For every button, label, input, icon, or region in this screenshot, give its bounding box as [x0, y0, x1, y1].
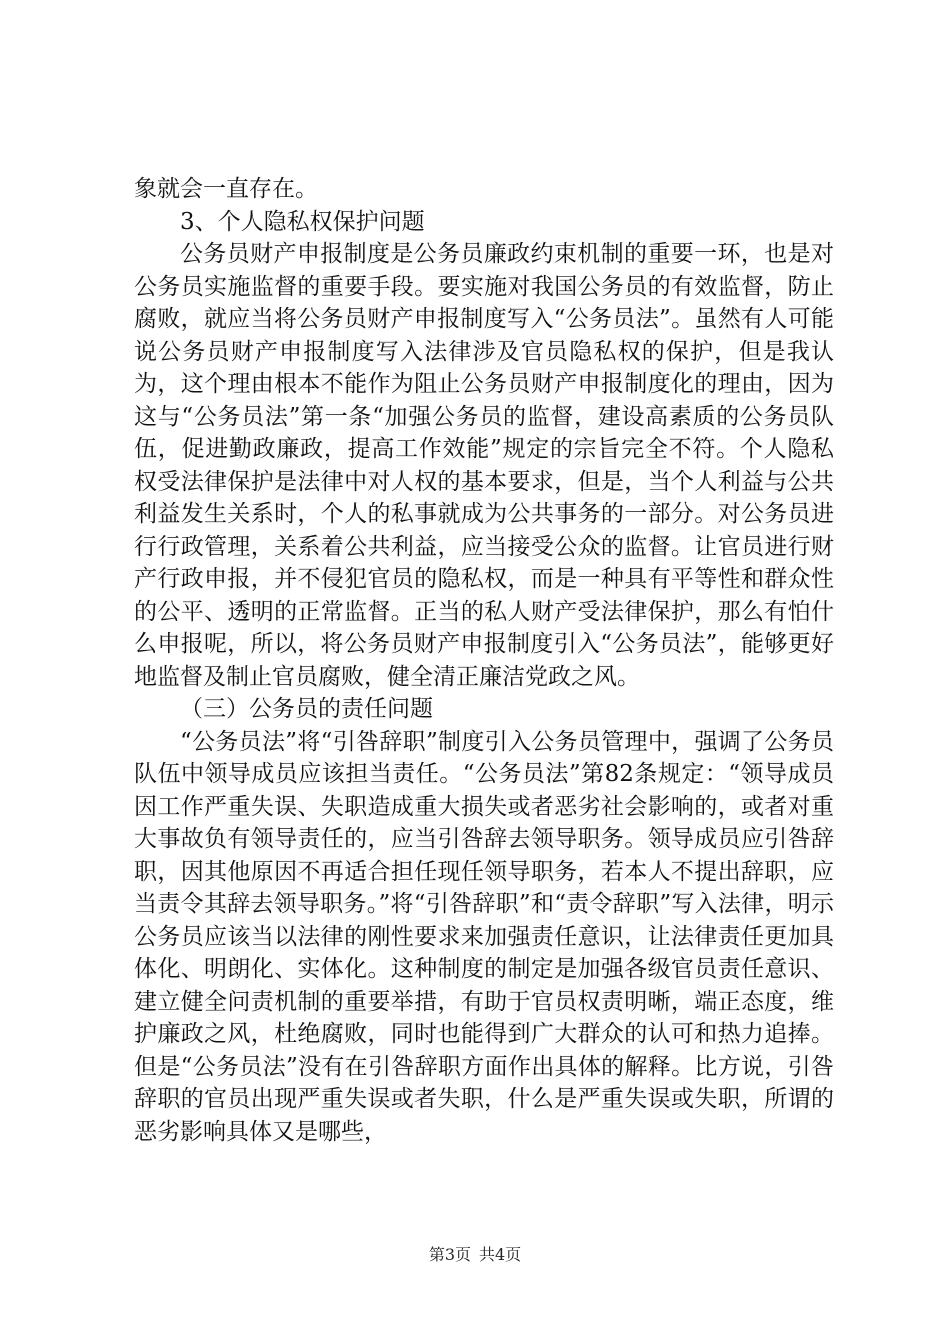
- section-heading-responsibility: （三）公务员的责任问题: [180, 696, 433, 722]
- paragraph-privacy: 公务员财产申报制度是公务员廉政约束机制的重要一环，也是对公务员实施监督的重要手段。要实施对我国公务员的有效监督，防止腐败，就应当将公务员财产申报制度写入“公务员法”。虽然有人可能说公务员财产申报制度写入法律涉及官员隐私权的保护，但是我认为，这个理由根本不能作为阻止公务员财产申报制度化的理由，因为这与“公务员法”第一条“加强公务员的监督，建设高素质的公务员队伍，促进勤政廉政，提高工作效能”规定的宗旨完全不符。个人隐私权受法律保护是法律中对人权的基本要求，但是，当个人利益与公共利益发生关系时，个人的私事就成为公共事务的一部分。对公务员进行行政管理，关系着公共利益，应当接受公众的监督。让官员进行财产行政申报，并不侵犯官员的隐私权，而是一种具有平等性和群众性的公平、透明的正常监督。正当的私人财产受法律保护，那么有怕什么申报呢，所以，将公务员财产申报制度引入“公务员法”，能够更好地监督及制止官员腐败，健全清正廉洁党政之风。: [134, 241, 834, 690]
- page-number: 第3页: [428, 1245, 471, 1264]
- paragraph-responsibility: “公务员法”将“引咎辞职”制度引入公务员管理中，强调了公务员队伍中领导成员应该担当责任。“公务员法”第82条规定：“领导成员因工作严重失误、失职造成重大损失或者恶劣社会影响的，或者对重大事故负有领导责任的，应当引咎辞去领导职务。领导成员应引咎辞职，因其他原因不再适合担任现任领导职务，若本人不提出辞职，应当责令其辞去领导职务。”将“引咎辞职”和“责令辞职”写入法律，明示公务员应该当以法律的刚性要求来加强责任意识，让法律责任更加具体化、明朗化、实体化。这种制度的制定是加强各级官员责任意识、建立健全问责机制的重要举措，有助于官员权责明晰，端正态度，维护廉政之风，杜绝腐败，同时也能得到广大群众的认可和热力追捧。但是“公务员法”没有在引咎辞职方面作出具体的解释。比方说，引咎辞职的官员出现严重失误或者失职，什么是严重失误或失职，所谓的恶劣影响具体又是哪些，: [134, 728, 834, 1145]
- section-heading-privacy: 3、个人隐私权保护问题: [180, 208, 425, 235]
- page-total: 共4页: [479, 1245, 522, 1264]
- paragraph-continuation: 象就会一直存在。: [134, 176, 318, 202]
- document-body: [134, 173, 834, 1148]
- page-footer: [0, 1245, 950, 1265]
